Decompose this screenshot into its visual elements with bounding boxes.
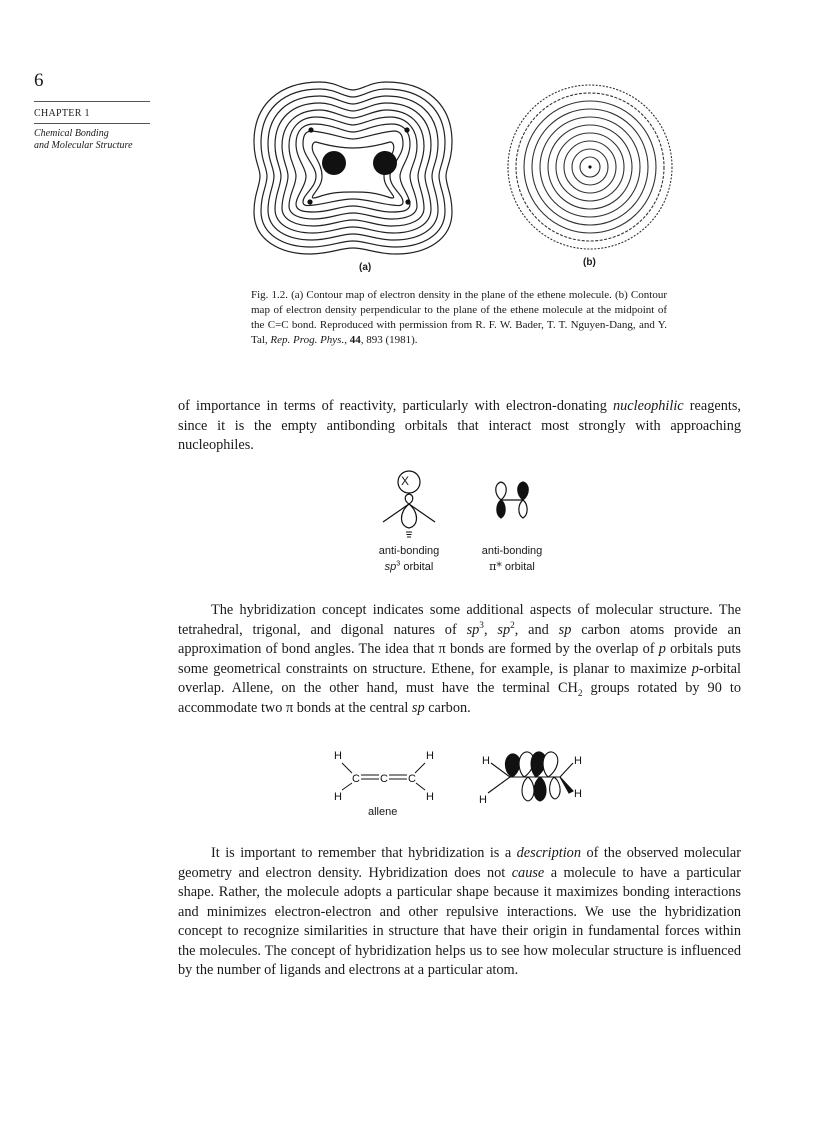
atom-h: H — [479, 794, 487, 806]
p-lobe — [519, 500, 527, 518]
caption-journal: Rep. Prog. Phys. — [270, 334, 345, 346]
atom-h: H — [334, 750, 342, 762]
atom-h: H — [574, 788, 582, 800]
atom-h: H — [574, 755, 582, 767]
sp-text: sp — [384, 561, 397, 573]
atom-h: H — [426, 791, 434, 803]
emphasis: description — [516, 845, 581, 861]
pi-star-orbital-label — [464, 543, 560, 575]
emphasis: cause — [511, 864, 545, 881]
bond-line — [342, 763, 352, 773]
caption-text: , — [344, 334, 350, 346]
bond-line — [383, 504, 409, 522]
orbital-word: orbital — [400, 561, 434, 573]
bond-midpoint — [588, 165, 591, 168]
emphasis: sp — [466, 621, 480, 638]
p-lobe — [550, 777, 561, 799]
hydrogen-nucleus — [404, 127, 409, 132]
p-lobe — [534, 777, 546, 801]
text-run: of importance in terms of reactivity, particularly with electron-donating — [178, 398, 613, 414]
subscript: 2 — [577, 688, 583, 699]
atom-h: H — [426, 750, 434, 762]
p-lobe — [496, 482, 507, 500]
text-run: The hybridization concept indicates some additional aspects of molecular structure. The tetrahedral, trigonal, and digonal natures of — [178, 602, 741, 638]
caption-text: C bond. Reproduced with permission from R. F. W. Bader, T. T. Nguyen-Dang, and Y. Tal, — [251, 319, 667, 346]
paragraph-2 — [178, 601, 741, 718]
hydrogen-nucleus — [308, 127, 313, 132]
sp3-orbital-label — [361, 543, 457, 575]
pi-star-orbital-diagram — [490, 480, 534, 522]
running-title-line2: and Molecular Structure — [34, 140, 133, 151]
caption-text: , 893 (1981). — [360, 334, 418, 346]
text-run: of the observed molecular geometry and electron density. Hybridization does not — [178, 845, 741, 881]
bond-line — [342, 783, 352, 790]
bond-line — [488, 777, 510, 793]
orbital-word: orbital — [501, 561, 535, 573]
orbital-label-line: anti-bonding — [378, 545, 440, 557]
emphasis: sp — [558, 621, 572, 638]
wedge-bond — [560, 777, 573, 793]
caption-text: Fig. 1.2. (a) Contour map of electron density in the plane of the ethene molecule. (b) Contour map of electron density perpendicular to the plane of the ethene molecule at the midpoint of the C — [251, 289, 667, 331]
carbon-nucleus — [322, 151, 346, 175]
p-lobe — [497, 500, 505, 518]
text-run: , and — [514, 621, 559, 638]
superscript: 3 — [396, 559, 401, 568]
bond-line — [409, 504, 435, 522]
text-run: , — [483, 621, 498, 638]
hydrogen-nucleus — [405, 199, 410, 204]
text-run: It is important to remember that hybridization is a — [211, 845, 517, 861]
text-run: bonds at the central — [293, 699, 412, 716]
text-run: carbon atoms provide an approximation of bond angles. The idea that — [178, 621, 741, 657]
atom-h: H — [334, 791, 342, 803]
text-run: bonds are formed by the overlap of — [445, 641, 659, 657]
figure-b-label: (b) — [583, 257, 596, 268]
small-lobe — [405, 494, 413, 504]
figure-b-contour-map — [505, 82, 675, 252]
pi-star-symbol: π* — [489, 560, 502, 573]
superscript: 2 — [510, 620, 515, 631]
emphasis: p — [658, 641, 666, 657]
allene-structure — [328, 748, 448, 808]
paragraph-3 — [178, 844, 741, 981]
pi-symbol: π — [285, 699, 294, 716]
text-run: orbitals puts some geometrical constraints on structure. Ethene, for example, is planar to maximize — [178, 641, 741, 677]
carbon-nucleus — [373, 151, 397, 175]
figure-a-label: (a) — [359, 262, 372, 273]
text-run: carbon. — [424, 699, 471, 716]
orbital-label-line: anti-bonding — [481, 545, 543, 557]
pi-symbol: π — [438, 641, 446, 657]
bond-line — [416, 783, 425, 790]
sp3-antibonding-orbital-diagram — [375, 468, 445, 540]
atom-c: C — [408, 773, 416, 785]
p-lobe — [518, 482, 529, 500]
hydrogen-nucleus — [307, 199, 312, 204]
p-lobe — [543, 752, 558, 777]
orbital-label-line — [361, 559, 457, 575]
atom-c: C — [352, 773, 360, 785]
allene-label: allene — [368, 806, 398, 818]
figure-a-contour-map — [250, 78, 456, 258]
header-rule-bottom — [34, 123, 150, 124]
superscript: 3 — [479, 620, 484, 631]
chapter-label: CHAPTER 1 — [34, 108, 90, 119]
emphasis: sp — [497, 621, 511, 638]
caption-volume: 44 — [349, 334, 361, 346]
double-bond-symbol: = — [275, 319, 282, 331]
x-label: X — [401, 474, 410, 488]
bond-line — [415, 763, 425, 773]
orbital-label-line — [464, 559, 560, 575]
running-title-line1: Chemical Bonding — [34, 128, 109, 139]
figure-caption — [251, 288, 667, 348]
text-run: groups rotated by 90 to accommodate two — [178, 680, 741, 716]
running-title — [34, 128, 164, 152]
header-rule-top — [34, 101, 150, 102]
emphasis: nucleophilic — [612, 398, 684, 414]
p-lobe — [522, 777, 534, 801]
atom-c: C — [380, 773, 388, 785]
emphasis: sp — [411, 699, 425, 716]
paragraph-1 — [178, 397, 741, 456]
allene-orbital-diagram — [478, 747, 598, 807]
bond-line — [560, 763, 573, 777]
page-number: 6 — [34, 70, 44, 91]
atom-h: H — [482, 755, 490, 767]
text-run: a molecule to have a particular shape. Rather, the molecule adopts a particular shape because it maximizes bonding interactions and minimizes electron-electron and other repulsive interactions. We use the hybridization concept to recognize similarities in structure that have their origin in fundamental forces within the molecules. The concept of hybridization helps us to see how molecular structure is influenced by the number of ligands and electrons at a particular atom. — [178, 864, 741, 978]
p-lobe — [505, 754, 520, 777]
emphasis: p — [691, 660, 699, 677]
text-run: -orbital overlap. Allene, on the other hand, must have the terminal CH — [178, 660, 741, 696]
text-run: reagents, since it is the empty antibonding orbitals that interact most strongly with approaching nucleophiles. — [178, 398, 741, 453]
